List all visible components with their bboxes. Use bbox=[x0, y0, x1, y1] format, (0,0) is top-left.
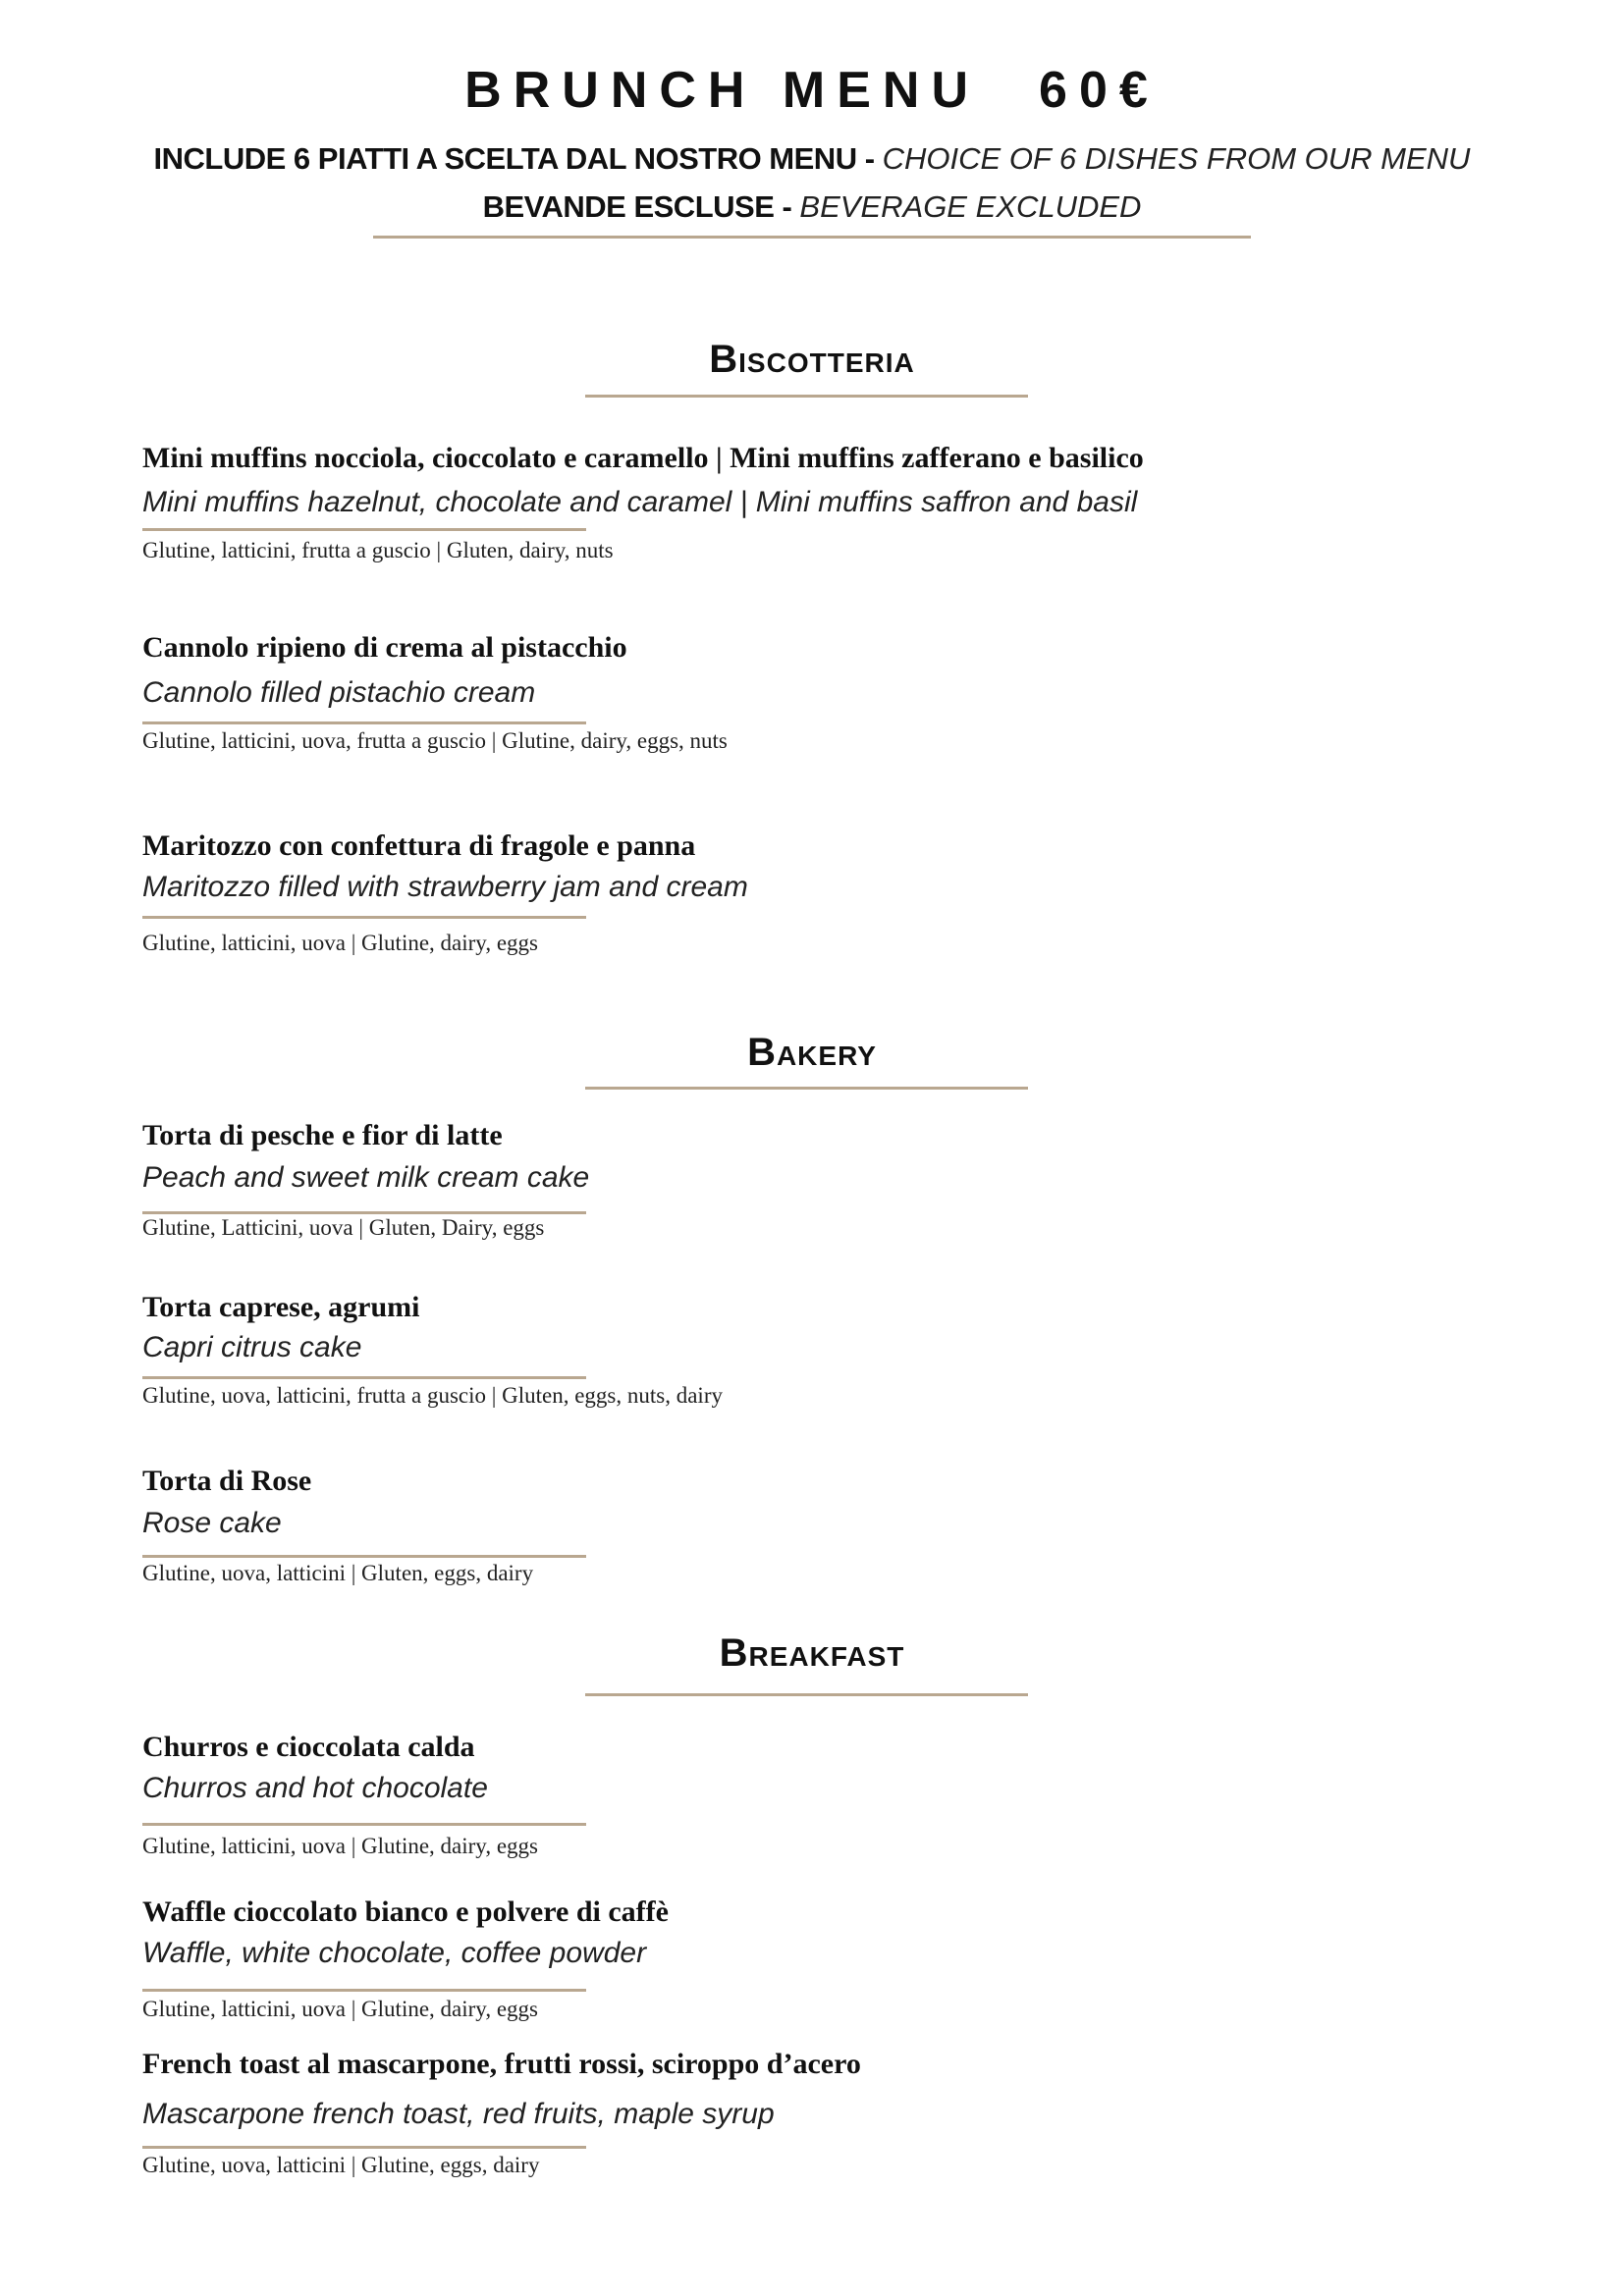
item-name: Churros e cioccolata calda bbox=[142, 1731, 475, 1764]
item-name: Torta di Rose bbox=[142, 1464, 312, 1497]
menu-subtitle-2 bbox=[0, 189, 1624, 225]
subtitle-1-italian: INCLUDE 6 PIATTI A SCELTA DAL NOSTRO MENU - bbox=[153, 141, 883, 176]
item-english-name: Capri citrus cake bbox=[142, 1331, 362, 1364]
item-divider bbox=[142, 528, 586, 531]
section-divider bbox=[585, 395, 1028, 398]
item-english-name: Waffle, white chocolate, coffee powder bbox=[142, 1937, 647, 1970]
menu-price: 60€ bbox=[1039, 62, 1160, 119]
item-english-name: Churros and hot chocolate bbox=[142, 1771, 488, 1804]
item-allergens: Glutine, uova, latticini | Glutine, eggs, dairy bbox=[142, 2153, 540, 2178]
item-divider bbox=[142, 721, 586, 724]
item-allergens: Glutine, uova, latticini | Gluten, eggs, dairy bbox=[142, 1560, 534, 1585]
header-divider bbox=[373, 236, 1251, 239]
item-allergens: Glutine, latticini, uova | Glutine, dairy, eggs bbox=[142, 1996, 538, 2021]
item-allergens: Glutine, latticini, uova, frutta a guscio | Glutine, dairy, eggs, nuts bbox=[142, 727, 728, 753]
section-title: Biscotteria bbox=[709, 337, 915, 381]
item-name: Mini muffins nocciola, cioccolato e caramello | Mini muffins zafferano e basilico bbox=[142, 442, 1144, 475]
item-name: French toast al mascarpone, frutti rossi, sciroppo d’acero bbox=[142, 2048, 861, 2081]
item-name: Waffle cioccolato bianco e polvere di caffè bbox=[142, 1896, 669, 1929]
item-name: Maritozzo con confettura di fragole e panna bbox=[142, 829, 696, 863]
item-divider bbox=[142, 1555, 586, 1558]
item-english-name: Rose cake bbox=[142, 1507, 282, 1540]
item-divider bbox=[142, 1823, 586, 1826]
item-name: Torta caprese, agrumi bbox=[142, 1290, 420, 1323]
menu-title-text: BRUNCH MENU bbox=[464, 62, 981, 119]
item-english-name: Peach and sweet milk cream cake bbox=[142, 1161, 590, 1195]
menu-title bbox=[0, 61, 1624, 120]
item-divider bbox=[142, 1211, 586, 1214]
item-allergens: Glutine, latticini, uova | Glutine, dairy, eggs bbox=[142, 930, 538, 955]
section-title: Bakery bbox=[747, 1030, 877, 1074]
subtitle-2-english: BEVERAGE EXCLUDED bbox=[799, 189, 1142, 224]
item-english-name: Mascarpone french toast, red fruits, maple syrup bbox=[142, 2098, 775, 2131]
item-allergens: Glutine, latticini, uova | Glutine, dairy, eggs bbox=[142, 1834, 538, 1859]
item-divider bbox=[142, 2146, 586, 2149]
item-allergens: Glutine, Latticini, uova | Gluten, Dairy, eggs bbox=[142, 1215, 545, 1241]
section-divider bbox=[585, 1693, 1028, 1696]
item-divider bbox=[142, 916, 586, 919]
item-allergens: Glutine, uova, latticini, frutta a guscio | Gluten, eggs, nuts, dairy bbox=[142, 1383, 723, 1409]
subtitle-1-english: CHOICE OF 6 DISHES FROM OUR MENU bbox=[882, 141, 1471, 176]
menu-subtitle-1 bbox=[0, 141, 1624, 177]
subtitle-2-italian: BEVANDE ESCLUSE - bbox=[482, 189, 800, 224]
item-allergens: Glutine, latticini, frutta a guscio | Gluten, dairy, nuts bbox=[142, 538, 614, 563]
item-divider bbox=[142, 1376, 586, 1379]
section-title: Breakfast bbox=[719, 1631, 905, 1676]
item-name: Cannolo ripieno di crema al pistacchio bbox=[142, 630, 627, 664]
item-divider bbox=[142, 1989, 586, 1992]
section-divider bbox=[585, 1087, 1028, 1090]
item-english-name: Mini muffins hazelnut, chocolate and caramel | Mini muffins saffron and basil bbox=[142, 486, 1138, 519]
item-name: Torta di pesche e fior di latte bbox=[142, 1119, 503, 1152]
item-english-name: Cannolo filled pistachio cream bbox=[142, 675, 536, 709]
item-english-name: Maritozzo filled with strawberry jam and cream bbox=[142, 870, 748, 903]
